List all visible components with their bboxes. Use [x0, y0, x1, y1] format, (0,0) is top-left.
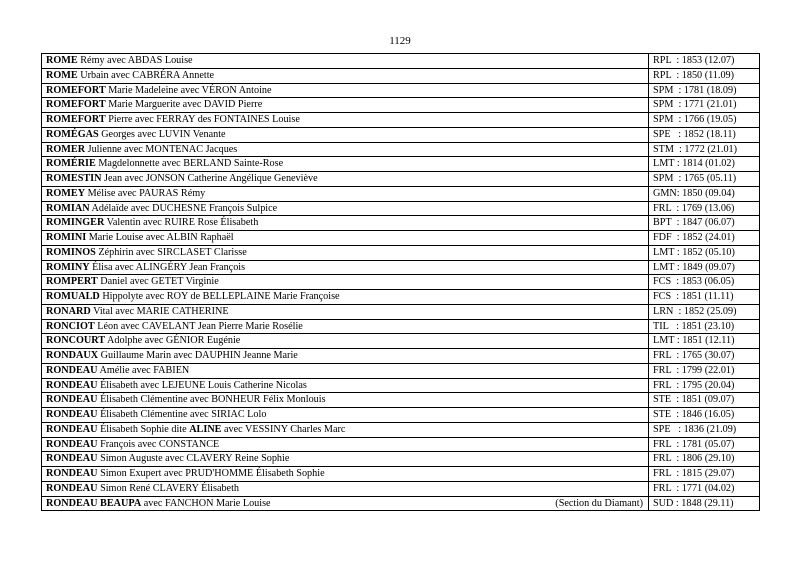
entry-text: Vital avec MARIE CATHERINE	[90, 305, 229, 317]
marriage-entry-cell	[42, 260, 649, 275]
marriage-entry-cell	[42, 408, 649, 423]
register-reference-cell: FRL : 1795 (20.04)	[649, 378, 760, 393]
register-reference-cell: SPM : 1771 (21.01)	[649, 98, 760, 113]
table-row	[42, 290, 760, 305]
entry-text: Mélise avec PAURAS Rémy	[85, 187, 206, 199]
table-row	[42, 127, 760, 142]
register-reference-cell: FRL : 1771 (04.02)	[649, 481, 760, 496]
table-row	[42, 68, 760, 83]
entry-text: Simon Auguste avec CLAVERY Reine Sophie	[97, 453, 290, 465]
marriage-entry-cell	[42, 127, 649, 142]
entry-text: Élisabeth Clémentine avec BONHEUR Félix Monlouis	[97, 394, 326, 406]
register-reference-cell: FRL : 1799 (22.01)	[649, 363, 760, 378]
register-reference-cell: LRN : 1852 (25.09)	[649, 304, 760, 319]
marriage-entry-cell	[42, 422, 649, 437]
surname: ROME	[46, 55, 78, 66]
entry-text: Simon Exupert avec PRUD'HOMME Élisabeth Sophie	[97, 468, 325, 479]
surname: ROMEFORT	[46, 84, 106, 96]
marriage-entry-cell	[42, 393, 649, 408]
register-reference-cell: FCS : 1853 (06.05)	[649, 275, 760, 290]
registry-table	[41, 53, 760, 511]
table-row	[42, 172, 760, 187]
surname: RONCIOT	[46, 320, 95, 332]
register-reference-cell: LMT : 1814 (01.02)	[649, 157, 760, 172]
marriage-entry-cell	[42, 231, 649, 246]
table-row	[42, 378, 760, 393]
table-row	[42, 393, 760, 408]
surname: RONCOURT	[46, 335, 106, 347]
surname: ROMUALD	[46, 291, 100, 302]
registry-table-body	[42, 54, 760, 511]
table-row	[42, 437, 760, 452]
entry-text: Marie Louise avec ALBIN Raphaël	[86, 232, 234, 243]
entry-text: Valentin avec RUIRE Rose Élisabeth	[104, 217, 259, 229]
register-reference-cell: RPL : 1853 (12.07)	[649, 54, 760, 69]
register-reference-cell: STE : 1851 (09.07)	[649, 393, 760, 408]
table-row	[42, 98, 760, 113]
table-row	[42, 304, 760, 319]
marriage-entry-cell	[42, 83, 649, 98]
table-row	[42, 83, 760, 98]
surname: ROMEFORT	[46, 114, 106, 125]
entry-text: Georges avec LUVIN Venante	[98, 128, 226, 140]
surname: RONDEAU	[46, 438, 98, 450]
register-reference-cell: SPM : 1766 (19.05)	[649, 113, 760, 128]
entry-text: Magdelonnette avec BERLAND Sainte-Rose	[95, 158, 284, 170]
register-reference-cell: FRL : 1781 (05.07)	[649, 437, 760, 452]
entry-text: Élisa avec ALINGÉRY Jean François	[89, 261, 246, 273]
marriage-entry-cell	[42, 378, 649, 393]
register-reference-cell: FRL : 1806 (29.10)	[649, 452, 760, 467]
table-row	[42, 186, 760, 201]
table-row	[42, 231, 760, 246]
register-reference-cell: GMN: 1850 (09.04)	[649, 186, 760, 201]
surname: ROMINI	[46, 232, 87, 243]
register-reference-cell: FRL : 1815 (29.07)	[649, 467, 760, 482]
marriage-entry-cell	[42, 290, 649, 305]
table-row	[42, 334, 760, 349]
entry-text: Adélaïde avec DUCHESNE François Sulpice	[89, 202, 278, 214]
marriage-entry-cell	[42, 334, 649, 349]
page-number: 1129	[389, 35, 411, 47]
entry-text: Julienne avec MONTENAC Jacques	[85, 143, 238, 155]
marriage-entry-cell	[42, 437, 649, 452]
entry-text-continued: avec VESSINY Charles Marc	[221, 423, 346, 435]
surname: ROMPERT	[46, 276, 98, 288]
register-reference-cell: BPT : 1847 (06.07)	[649, 216, 760, 231]
surname: RONDEAU	[46, 379, 98, 391]
table-row	[42, 260, 760, 275]
register-reference-cell: LMT : 1849 (09.07)	[649, 260, 760, 275]
register-reference-cell: LMT : 1851 (12.11)	[649, 334, 760, 349]
entry-text: Marie Marguerite avec DAVID Pierre	[105, 99, 263, 111]
marriage-entry-cell	[42, 172, 649, 187]
surname: RONDEAU	[46, 468, 98, 479]
surname: ROMIAN	[46, 202, 90, 214]
marriage-entry-cell	[42, 452, 649, 467]
surname: RONARD	[46, 305, 91, 317]
table-row	[42, 481, 760, 496]
table-row	[42, 157, 760, 172]
entry-text: Daniel avec GETET Virginie	[97, 276, 219, 288]
marriage-entry-cell	[42, 496, 649, 511]
table-row	[42, 319, 760, 334]
surname: ROMEFORT	[46, 99, 106, 111]
register-reference-cell: FRL : 1765 (30.07)	[649, 349, 760, 364]
entry-text: Élisabeth Clémentine avec SIRIAC Lolo	[97, 409, 267, 420]
surname: ROMER	[46, 143, 86, 155]
nickname: ALINE	[189, 423, 222, 435]
entry-text: Amélie avec FABIEN	[97, 364, 190, 376]
entry-text: Léon avec CAVELANT Jean Pierre Marie Rosélie	[94, 320, 303, 332]
entry-text: avec FANCHON Marie Louise	[141, 497, 271, 509]
surname: ROMÉGAS	[46, 128, 99, 140]
marriage-entry-cell	[42, 481, 649, 496]
surname: RONDEAU	[46, 394, 98, 406]
marriage-entry-cell	[42, 113, 649, 128]
surname: RONDEAU	[46, 364, 98, 376]
surname: RONDEAU BEAUPA	[46, 497, 142, 509]
surname: ROMINOS	[46, 246, 96, 258]
register-reference-cell: SPM : 1765 (05.11)	[649, 172, 760, 187]
register-reference-cell: SPM : 1781 (18.09)	[649, 83, 760, 98]
register-reference-cell: LMT : 1852 (05.10)	[649, 245, 760, 260]
table-row	[42, 452, 760, 467]
marriage-entry-cell	[42, 304, 649, 319]
surname: ROMINGER	[46, 217, 105, 229]
register-reference-cell: FCS : 1851 (11.11)	[649, 290, 760, 305]
table-row	[42, 422, 760, 437]
surname: ROMÉRIE	[46, 158, 96, 170]
table-row	[42, 113, 760, 128]
surname: RONDEAU	[46, 409, 98, 420]
register-reference-cell: FRL : 1769 (13.06)	[649, 201, 760, 216]
marriage-entry-cell	[42, 319, 649, 334]
entry-text: Hippolyte avec ROY de BELLEPLAINE Marie Françoise	[99, 291, 340, 302]
table-row	[42, 216, 760, 231]
section-note: (Section du Diamant)	[555, 497, 643, 509]
table-row	[42, 54, 760, 69]
table-row	[42, 201, 760, 216]
register-reference-cell: SPE : 1852 (18.11)	[649, 127, 760, 142]
entry-text: Guillaume Marin avec DAUPHIN Jeanne Marie	[98, 350, 298, 361]
register-reference-cell: STM : 1772 (21.01)	[649, 142, 760, 157]
entry-text: Zéphirin avec SIRCLASET Clarisse	[95, 246, 247, 258]
table-row	[42, 363, 760, 378]
register-reference-cell: TIL : 1851 (23.10)	[649, 319, 760, 334]
entry-text: Élisabeth avec LEJEUNE Louis Catherine Nicolas	[97, 379, 307, 391]
marriage-entry-cell	[42, 68, 649, 83]
surname: RONDEAU	[46, 482, 98, 494]
marriage-entry-cell	[42, 142, 649, 157]
entry-text: Élisabeth Sophie dite	[97, 423, 190, 435]
entry-text: Marie Madeleine avec VÉRON Antoine	[105, 84, 272, 96]
entry-text: Simon René CLAVERY Élisabeth	[97, 482, 240, 494]
marriage-entry-cell	[42, 467, 649, 482]
entry-text: François avec CONSTANCE	[97, 438, 220, 450]
surname: ROMINY	[46, 261, 90, 273]
register-reference-cell: FDF : 1852 (24.01)	[649, 231, 760, 246]
table-row	[42, 349, 760, 364]
entry-text: Rémy avec ABDAS Louise	[77, 55, 193, 66]
register-reference-cell: STE : 1846 (16.05)	[649, 408, 760, 423]
surname: RONDEAU	[46, 423, 98, 435]
entry-text: Urbain avec CABRÉRA Annette	[77, 69, 215, 81]
table-row	[42, 275, 760, 290]
surname: ROMEY	[46, 187, 86, 199]
table-row	[42, 496, 760, 511]
marriage-entry-cell	[42, 363, 649, 378]
marriage-entry-cell	[42, 98, 649, 113]
entry-text: Adolphe avec GÉNIOR Eugénie	[105, 335, 241, 347]
surname: ROMESTIN	[46, 173, 102, 184]
marriage-entry-cell	[42, 216, 649, 231]
marriage-entry-cell	[42, 349, 649, 364]
surname: ROME	[46, 69, 78, 81]
entry-text: Jean avec JONSON Catherine Angélique Geneviève	[101, 173, 318, 184]
marriage-entry-cell	[42, 245, 649, 260]
register-reference-cell: SUD : 1848 (29.11)	[649, 496, 760, 511]
surname: RONDEAU	[46, 453, 98, 465]
surname: RONDAUX	[46, 350, 99, 361]
register-reference-cell: SPE : 1836 (21.09)	[649, 422, 760, 437]
table-row	[42, 408, 760, 423]
marriage-entry-cell	[42, 186, 649, 201]
marriage-entry-cell	[42, 275, 649, 290]
marriage-entry-cell	[42, 54, 649, 69]
entry-text: Pierre avec FERRAY des FONTAINES Louise	[105, 114, 300, 125]
table-row	[42, 245, 760, 260]
marriage-entry-cell	[42, 157, 649, 172]
marriage-entry-cell	[42, 201, 649, 216]
table-row	[42, 467, 760, 482]
table-row	[42, 142, 760, 157]
register-reference-cell: RPL : 1850 (11.09)	[649, 68, 760, 83]
